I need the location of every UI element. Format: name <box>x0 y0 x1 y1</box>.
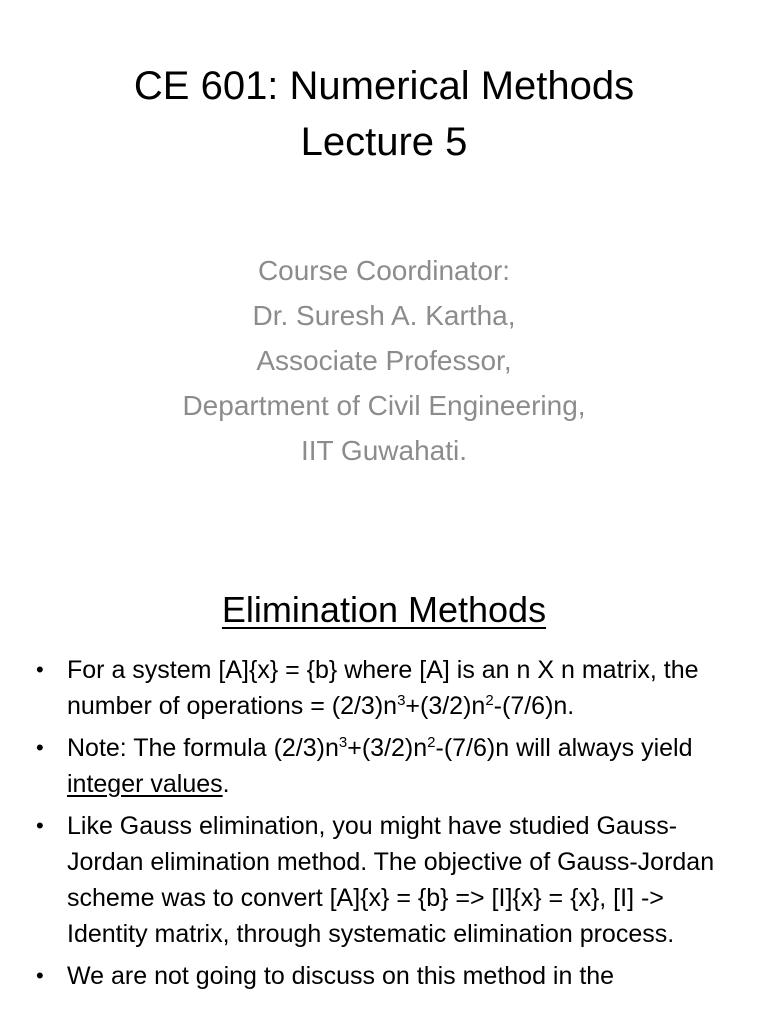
superscript: 3 <box>338 734 348 751</box>
superscript: 3 <box>397 692 406 709</box>
bullet-list <box>0 652 768 1000</box>
bullet-text: the number of operations = (2/3)n <box>67 656 699 720</box>
bullet-text: -(7/6)n. <box>493 692 575 720</box>
bullet-item-note <box>0 730 768 802</box>
coordinator-department: Department of Civil Engineering, <box>182 390 586 421</box>
bullet-icon: • <box>36 813 44 838</box>
bullet-icon: • <box>36 963 44 988</box>
superscript: 2 <box>485 692 494 709</box>
bullet-text: We are not going to discuss on this method in the <box>67 962 615 990</box>
bullet-item-operations <box>0 652 768 724</box>
bullet-icon: • <box>36 735 44 760</box>
coordinator-label: Course Coordinator: <box>257 255 511 286</box>
heading-text: Elimination Methods <box>221 589 547 630</box>
course-title: CE 601: Numerical Methods <box>133 64 635 108</box>
bullet-text: Note: The formula (2/3)n <box>67 734 339 762</box>
coordinator-name: Dr. Suresh A. Kartha, <box>252 300 516 331</box>
bullet-text: Like Gauss elimination, you might have studied Gauss-Jordan elimination method. The objective of Gauss-Jordan scheme was to convert [A]{x} = {b} => [I]{x} = {x}, [I] -> Identity matrix, through systematic elimination process. <box>67 812 715 948</box>
slide-heading <box>0 586 768 634</box>
bullet-icon: • <box>36 657 44 682</box>
content-slide <box>0 540 768 1024</box>
bullet-text: . <box>222 770 230 798</box>
underlined-text: integer values <box>67 770 223 798</box>
coordinator-institute: IIT Guwahati. <box>300 435 467 466</box>
lecture-title <box>0 58 768 170</box>
bullet-item-gauss-jordan <box>0 808 768 952</box>
lecture-number: Lecture 5 <box>300 120 468 164</box>
bullet-text: +(3/2)n <box>347 734 428 762</box>
bullet-text: -(7/6)n will always yield <box>435 734 693 762</box>
bullet-text: For a system [A]{x} = {b} where [A] is an n X n matrix, <box>67 656 657 684</box>
coordinator-info <box>0 248 768 473</box>
bullet-text: +(3/2)n <box>405 692 486 720</box>
superscript: 2 <box>427 734 436 751</box>
coordinator-position: Associate Professor, <box>256 345 512 376</box>
bullet-item-not-discussed <box>0 958 768 994</box>
